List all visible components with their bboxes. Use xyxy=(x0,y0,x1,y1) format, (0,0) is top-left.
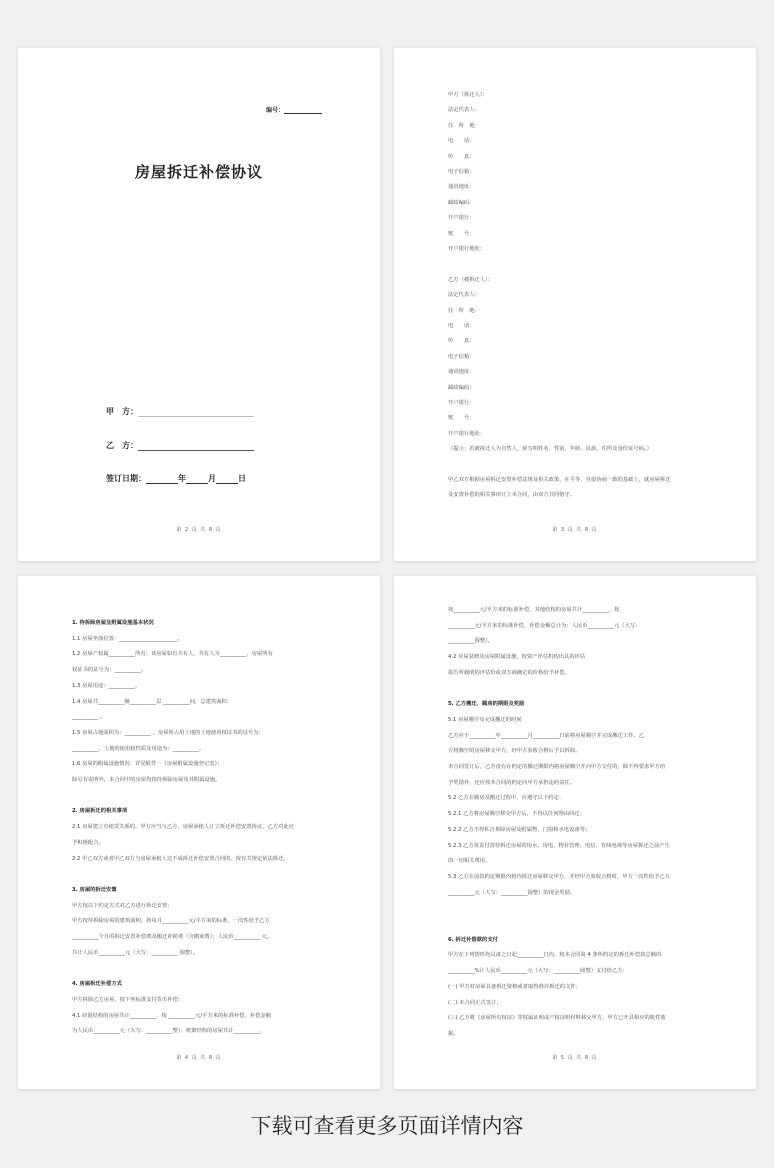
text-line: 开户银行地址： xyxy=(448,246,486,252)
text-line: 住 所 地： xyxy=(448,122,480,129)
text-line: 及安置补偿的相关事项订立本合同，由双方共同恪守。 xyxy=(448,492,576,499)
page-footer: 第 5 页 共 6 页 xyxy=(552,1055,598,1061)
text-line: 予积极配合。 xyxy=(72,839,104,846)
text-line: 5.2.2 乙方不得私自拆除房屋及附属物，门窗和水电设备等； xyxy=(448,826,591,833)
text-line: 1.3 房屋用途：__________。 xyxy=(72,682,141,689)
text-line: 电子信箱： xyxy=(448,169,475,175)
text-line: 报告所载明的评估价或双方商确定的价格给予补偿。 xyxy=(448,669,570,676)
text-line: __________元/平方米的标准补偿，补偿金额总计为：人民币__________元（大写： xyxy=(448,622,641,629)
text-line: 2.2 甲乙双方或者甲乙双方与房屋承租人达不成拆迁补偿安置合同的，按有关规定依法拆迁。 xyxy=(72,855,289,862)
text-line: 甲方拆除乙方房屋，按下列标准支付货币补偿： xyxy=(72,996,184,1003)
text-line: 住 所 地： xyxy=(448,307,480,314)
text-line: 5.3 乙方在前款约定期限内将待拆迁房屋移交甲方，并经甲方验收合格时，甲方一次性给予乙方 xyxy=(448,873,670,880)
text-line: 1.5 房屋占地面积为：__________ ，房屋所占用土地的土地使用权证书的证号为： xyxy=(72,729,264,736)
text-line: 4.2 房屋装修及房屋附属设施，按资产评估机构出具的评估 xyxy=(448,654,586,661)
text-line: 按__________元/平方米的标准补偿，其他结构的房屋共计__________，按 xyxy=(448,607,620,613)
text-line: 甲方按以下约定方式对乙方进行拆迁安置： xyxy=(72,902,173,909)
text-line: 据。 xyxy=(448,1030,459,1037)
text-line: 乙方应于__________年__________月__________日前将房屋腾空并完成搬迁工作。乙 xyxy=(448,732,644,739)
text-line: 本合同签订后，乙方没有在约定的搬迁期限内将房屋腾空并向甲方交付的，除不得要求甲方给 xyxy=(448,764,666,770)
text-line: 法定代表人： xyxy=(448,292,480,299)
text-line: __________个月的拆迁安置补偿费及搬迁补助费（含搬家费）；人民币__________ 元。 xyxy=(72,934,273,940)
text-line: 方将腾空的房屋移交甲方，经甲方验收合格后予以拆除。 xyxy=(448,748,581,755)
text-line: 法定代表人： xyxy=(448,107,480,114)
serial-number: 编号： xyxy=(266,105,322,114)
text-line: 1.4 房屋共__________幢__________层 __________间，总建筑面积： xyxy=(72,698,233,705)
text-line: 1.2 房屋产权属__________所有；该房屋如有共有人，共有人为__________，房屋所有 xyxy=(72,651,273,658)
text-line: 甲方在下列情形均具备之日起__________日内，将本合同第 4 条所约定的拆迁补偿款总额的 xyxy=(448,952,662,959)
text-line: 邮政编码： xyxy=(448,384,475,391)
text-line: 1.6 房屋的附属设施情况：详见附件一《房屋附属设施登记表》； xyxy=(72,761,223,768)
document-title: 房屋拆迁补偿协议 xyxy=(134,163,263,181)
text-line: (三) 乙方将《房屋所有权证》等权属证明或产权证明材料移交甲方，甲方已开具相应的收件收 xyxy=(448,1015,666,1022)
text-line: 除另有说明外，本合同中的房屋均指待拆除房屋及其附属设施。 xyxy=(72,777,221,783)
text-line: 通讯地址： xyxy=(448,369,475,376)
text-line: 权证书的证号为：__________。 xyxy=(72,667,147,674)
text-line: 传 真： xyxy=(448,153,475,160)
text-line: 的一切相关费用。 xyxy=(448,858,491,865)
text-line: 电 话： xyxy=(448,138,475,145)
text-line: __________，土地的使用权性质及用途为：__________。 xyxy=(72,745,205,752)
text-line: 账 号： xyxy=(448,230,475,237)
text-line: 5.2.1 乙方将房屋腾空移交甲方后，不得以任何理由回迁； xyxy=(448,811,585,818)
text-line: 2.1 房屋建立有租赁关系的，甲方应当与乙方、房屋承租人订立拆迁补偿安置协议，乙方对此应 xyxy=(72,824,294,831)
text-line: 电子信箱： xyxy=(448,353,475,360)
text-line: （提示：若被拆迁人为自然人，须写明姓名、性别、年龄、民族、住所及身份证号码。） xyxy=(448,446,652,453)
text-line: 开户银行： xyxy=(448,400,475,406)
text-line: 4.1 砖混结构的房屋共计__________，按 __________元/平方米的标准补偿，补偿金额 xyxy=(72,1012,271,1019)
text-line: 电 话： xyxy=(448,323,475,329)
text-line: __________ 。 xyxy=(72,714,106,721)
text-line: 通讯地址： xyxy=(448,184,475,191)
text-line: __________元（大写：__________圆整）的现金奖励。 xyxy=(448,889,576,896)
party-b-blank xyxy=(138,442,254,451)
text-line: 邮政编码： xyxy=(448,199,475,206)
text-line: 予奖励外，还应按本合同的约定向甲方承担违约责任。 xyxy=(448,779,576,786)
text-line: 3. 房屋的拆迁安置 xyxy=(72,886,117,893)
text-line: 5.2.3 乙方负责付清待拆迁房屋的用水、用电、物业管理、电信、有线电视等房屋拆迁之前产生 xyxy=(448,842,670,849)
text-line: 5. 乙方搬迁、腾房的期限及奖励 xyxy=(448,701,525,708)
text-line: (二) 本合同正式签订； xyxy=(448,999,502,1006)
text-line: __________圆整）。 xyxy=(448,638,494,645)
text-line: 共计人民币__________元（大写：__________ 圆整）。 xyxy=(72,949,199,956)
download-caption: 下载可查看更多页面详情内容 xyxy=(250,1114,524,1138)
text-line: 传 真： xyxy=(448,338,475,345)
text-line: 5.1 房屋腾空及完成搬迁的时间 xyxy=(448,716,522,723)
page-terms-1 xyxy=(18,576,380,1089)
text-line: 账 号： xyxy=(448,415,475,422)
page-footer: 第 4 页 共 6 页 xyxy=(176,1055,222,1061)
text-line: __________%计人民币__________元（大写：__________圆整）支付给乙方： xyxy=(448,968,628,975)
page-footer: 第 3 页 共 6 页 xyxy=(552,527,598,533)
text-line: 2. 房屋拆迁的相关事项 xyxy=(72,808,128,815)
text-line: 甲乙双方根据房屋拆迁安置补偿法规及相关政策，在平等、自愿协商一致的基础上，就房屋拆迁 xyxy=(448,477,671,483)
text-line: (一) 甲方对房屋具备拆迁资格或者取得准许拆迁的文件； xyxy=(448,983,581,990)
text-line: 为人民币__________元（大写：__________整）；框架结构的房屋共计__________， xyxy=(72,1028,266,1035)
text-line: 4. 房屋拆迁补偿方式 xyxy=(72,981,122,988)
party-a-blank xyxy=(138,408,254,417)
page-cover xyxy=(18,48,380,561)
page-parties xyxy=(394,48,756,561)
text-line: 开户银行地址： xyxy=(448,430,486,437)
text-line: 1.1 房屋坐落位置：______________________。 xyxy=(72,635,183,642)
text-line: 开户银行： xyxy=(448,215,475,222)
text-line: 甲方（拆迁人）： xyxy=(448,92,488,98)
party-a-line: 甲 方： xyxy=(106,406,254,417)
text-line: 5.2 乙方在腾房及搬迁过程中，应遵守以下约定： xyxy=(448,795,565,802)
party-b-line: 乙 方： xyxy=(106,440,254,451)
sign-date-line: 签订日期： 年 月 日 xyxy=(106,474,246,483)
page-footer: 第 2 页 共 6 页 xyxy=(176,527,222,533)
text-line: 1. 待拆除房屋及附属设施基本状况 xyxy=(72,620,154,626)
page-terms-2 xyxy=(394,576,756,1089)
text-line: 乙方（被拆迁人）： xyxy=(448,276,494,283)
serial-blank xyxy=(284,108,322,114)
text-line: 甲方按待拆除房屋的建筑面积，按每月__________元/平方米的标准，一次性给予乙方 xyxy=(72,918,270,925)
text-line: 6. 拆迁补偿款的支付 xyxy=(448,936,498,943)
